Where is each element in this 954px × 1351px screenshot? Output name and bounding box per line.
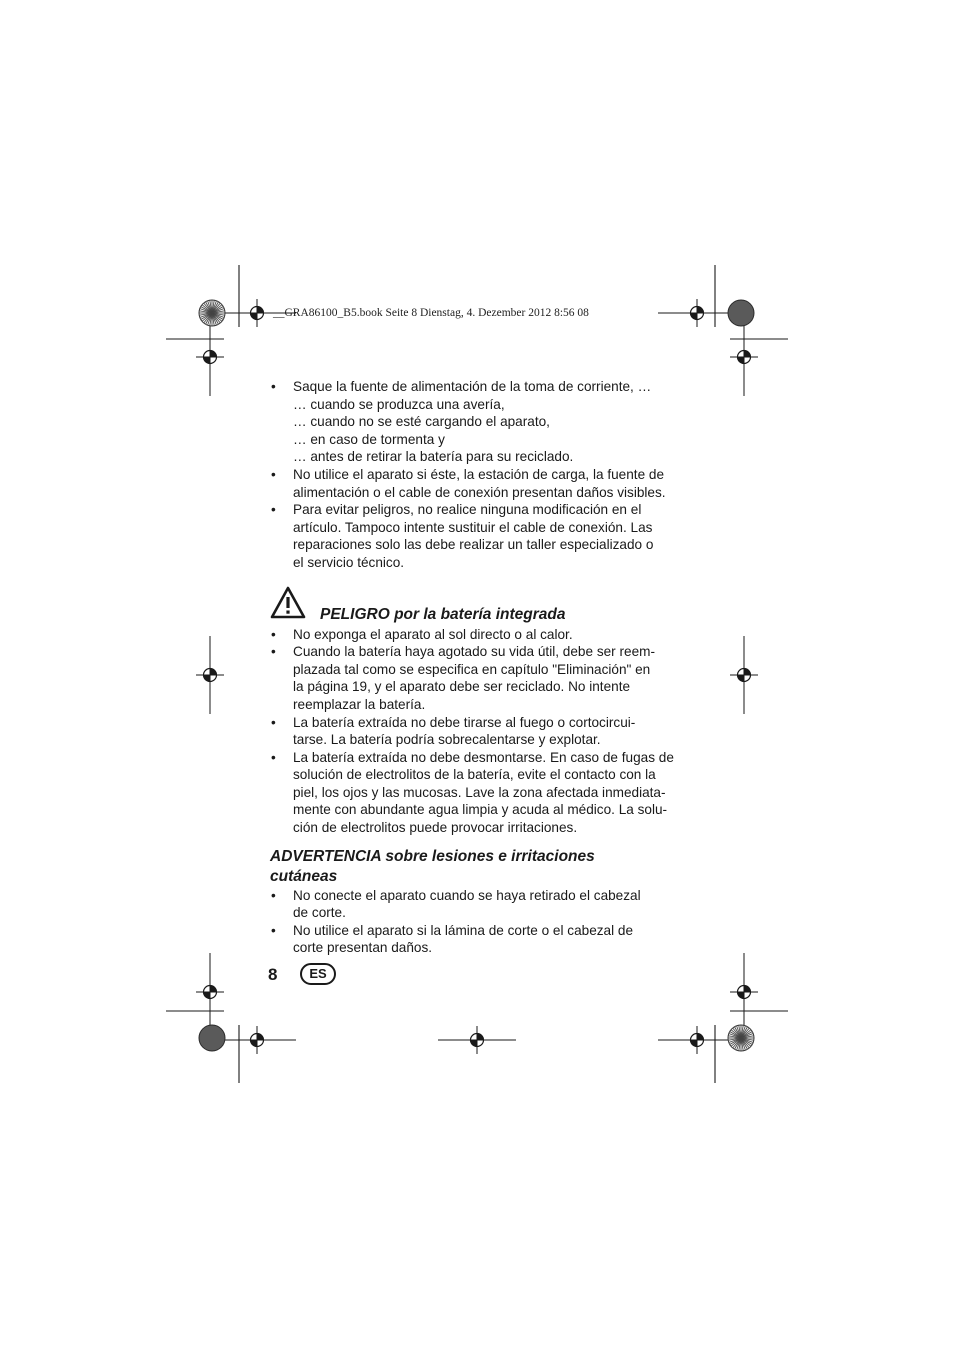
bullet-line: corte presentan daños. [293, 940, 433, 956]
bullet-line: • No exponga el aparato al sol directo o al calor. [293, 626, 573, 642]
registration-mark-icon [218, 1026, 296, 1054]
bullet-line: • Cuando la batería haya agotado su vida útil, debe ser reem- [293, 644, 655, 660]
bullet-item [270, 749, 675, 837]
color-wheel-icon [728, 1025, 754, 1051]
page-content [270, 378, 675, 957]
bullet-line: mente con abundante agua limpia y acuda al médico. La solu- [293, 802, 668, 818]
bullet-line: • Saque la fuente de alimentación de la toma de corriente, … [293, 379, 652, 394]
bullet-line: alimentación o el cable de conexión presentan daños visibles. [293, 484, 666, 500]
language-badge: ES [300, 963, 336, 985]
registration-mark-icon [196, 636, 224, 714]
registration-mark-icon [730, 318, 758, 396]
bullet-line: artículo. Tampoco intente sustituir el cable de conexión. Las [293, 519, 653, 535]
bullet-line: la página 19, y el aparato debe ser reciclado. No intente [293, 679, 631, 695]
bullet-line: reparaciones solo las debe realizar un taller especializado o [293, 537, 654, 553]
warning-title-line: cutáneas [270, 867, 338, 885]
gray-patch-icon [728, 300, 754, 326]
bullet-item [270, 466, 675, 501]
bullet-line: • La batería extraída no debe desmontarse. En caso de fugas de [293, 749, 674, 765]
bullet-item [270, 887, 675, 922]
bullet-line: • No utilice el aparato si éste, la estación de carga, la fuente de [293, 466, 665, 482]
registration-mark-icon [438, 1026, 516, 1054]
bullet-line: … en caso de tormenta y [293, 431, 445, 447]
bullet-item [270, 378, 675, 466]
danger-bullet-list [270, 626, 675, 837]
danger-title: PELIGRO por la batería integrada [320, 605, 566, 623]
bullet-line: de corte. [293, 905, 346, 921]
registration-mark-icon [196, 953, 224, 1031]
bullet-line: solución de electrolitos de la batería, evite el contacto con la [293, 767, 656, 783]
page-number: 8 [268, 965, 278, 984]
registration-mark-icon [196, 318, 224, 396]
bullet-line: tarse. La batería podría sobrecalentarse y explotar. [293, 732, 601, 748]
bullet-line: reemplazar la batería. [293, 696, 426, 712]
bullet-line: plazada tal como se especifica en capítulo "Eliminación" en [293, 661, 651, 677]
bullet-item [270, 922, 675, 957]
bullet-line: ción de electrolitos puede provocar irritaciones. [293, 820, 578, 836]
bullet-item [270, 626, 675, 644]
bullet-line: • No utilice el aparato si la lámina de corte o el cabezal de [293, 922, 634, 938]
registration-mark-icon [658, 1026, 736, 1054]
warning-title-line: ADVERTENCIA sobre lesiones e irritaciones [270, 847, 595, 865]
registration-mark-icon [730, 953, 758, 1031]
registration-mark-icon [730, 636, 758, 714]
print-info: __GRA86100_B5.book Seite 8 Dienstag, 4. Dezember 2012 8:56 08 [273, 307, 589, 319]
registration-mark-icon [658, 299, 736, 327]
bullet-item [270, 501, 675, 571]
bullet-line: • No conecte el aparato cuando se haya retirado el cabezal [293, 887, 641, 903]
warning-bullet-list [270, 887, 675, 957]
warning-title [270, 847, 675, 887]
bullet-line: • Para evitar peligros, no realice ninguna modificación en el [293, 502, 642, 518]
bullet-line: el servicio técnico. [293, 554, 405, 570]
bullet-line: … cuando se produzca una avería, [293, 396, 505, 412]
intro-bullet-list [270, 378, 675, 572]
bullet-line: … antes de retirar la batería para su reciclado. [293, 449, 574, 465]
color-wheel-icon [199, 300, 225, 326]
bullet-item [270, 714, 675, 749]
gray-patch-icon [199, 1025, 225, 1051]
danger-heading [270, 586, 675, 626]
bullet-line: piel, los ojos y las mucosas. Lave la zona afectada inmediata- [293, 784, 666, 800]
warning-triangle-icon [270, 586, 306, 619]
bullet-line: … cuando no se esté cargando el aparato, [293, 414, 550, 430]
bullet-line: • La batería extraída no debe tirarse al fuego o cortocircui- [293, 714, 636, 730]
bullet-item [270, 643, 675, 713]
